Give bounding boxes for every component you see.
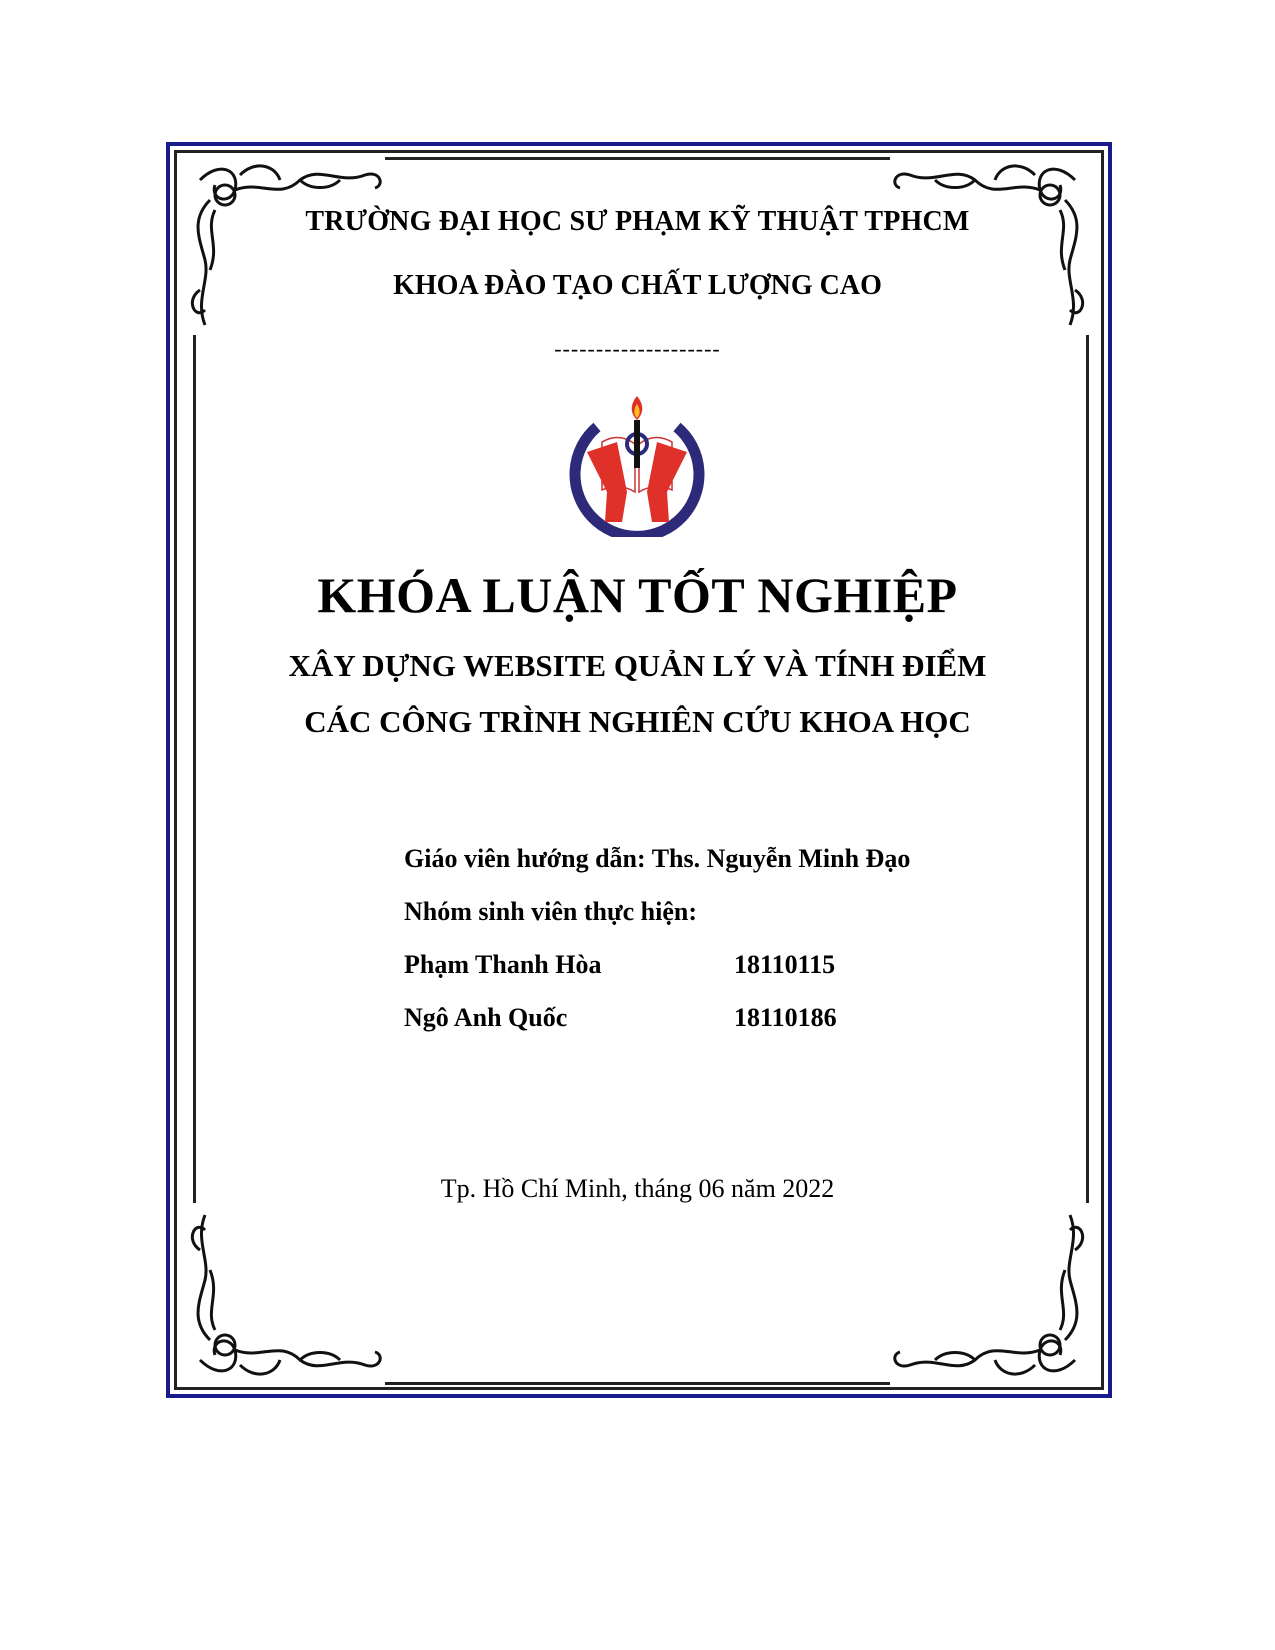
student-name: Phạm Thanh Hòa (404, 950, 602, 979)
student-row (404, 950, 836, 980)
ornament-corner-top-right-icon (885, 150, 1095, 340)
advisor-label: Giáo viên hướng dẫn: (404, 844, 646, 873)
border-rule-top (385, 157, 890, 160)
ornament-corner-bottom-right-icon (885, 1200, 1095, 1390)
thesis-title-line-2: CÁC CÔNG TRÌNH NGHIÊN CỨU KHOA HỌC (304, 704, 971, 739)
faculty-name: KHOA ĐÀO TẠO CHẤT LƯỢNG CAO (393, 270, 882, 301)
ornament-corner-top-left-icon (180, 150, 390, 340)
place-and-date: Tp. Hồ Chí Minh, tháng 06 năm 2022 (440, 1174, 835, 1203)
students-label: Nhóm sinh viên thực hiện: (404, 897, 697, 926)
student-name: Ngô Anh Quốc (404, 1003, 568, 1032)
border-rule-left (193, 335, 196, 1203)
advisor-name: Ths. Nguyễn Minh Đạo (651, 844, 911, 873)
school-name: TRƯỜNG ĐẠI HỌC SƯ PHẠM KỸ THUẬT TPHCM (305, 206, 970, 237)
border-rule-right (1086, 335, 1089, 1203)
student-id: 18110186 (734, 1003, 837, 1032)
border-rule-bottom (385, 1382, 890, 1385)
student-row (404, 1003, 837, 1033)
university-logo-icon (567, 392, 707, 537)
separator: -------------------- (554, 336, 721, 361)
ornament-corner-bottom-left-icon (180, 1200, 390, 1390)
document-type-title: KHÓA LUẬN TỐT NGHIỆP (317, 567, 958, 623)
advisor-row (404, 844, 910, 874)
student-id: 18110115 (734, 950, 836, 979)
thesis-title-line-1: XÂY DỰNG WEBSITE QUẢN LÝ VÀ TÍNH ĐIỂM (288, 648, 987, 683)
